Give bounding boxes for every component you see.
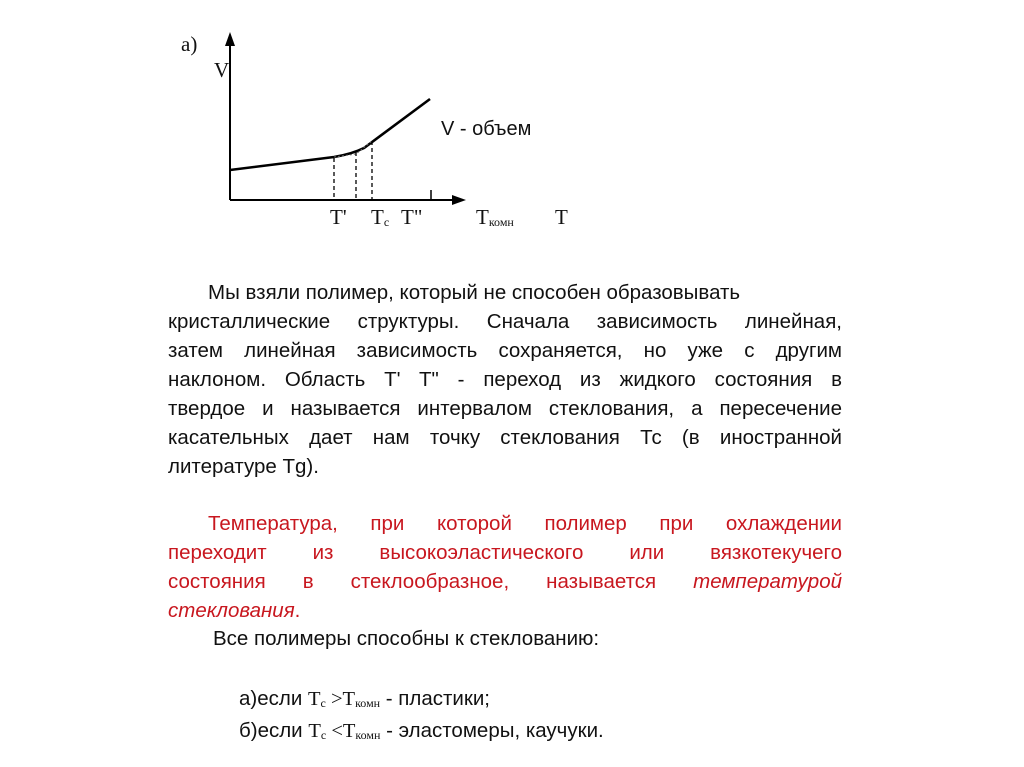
- panel-label: а): [181, 32, 198, 56]
- case-plastics: а)если $T_c >T_{комн}$ - пластики;: [239, 687, 490, 710]
- volume-curve: [230, 99, 430, 170]
- paragraph-line: твердое и называется интервалом стеклования, а пересечение: [168, 397, 842, 420]
- tick-label-t-prime: T': [330, 205, 347, 229]
- x-axis-label: T: [555, 205, 568, 229]
- paragraph-line: Мы взяли полимер, который не способен образовывать: [208, 281, 741, 304]
- definition-line: стеклования.: [168, 599, 301, 622]
- cases-list: [239, 683, 604, 747]
- definition-line: состояния в стеклообразное, называется температурой: [168, 570, 842, 593]
- definition-term: температурой: [693, 570, 842, 593]
- definition-line: переходит из высокоэластического или вязкотекучего: [168, 541, 842, 564]
- x-axis-arrow: [452, 195, 466, 205]
- paragraph-line: касательных дает нам точку стеклования Тс (в иностранной: [168, 426, 842, 449]
- tick-label-tc: $T_c$: [371, 205, 390, 229]
- curve-legend: V - объем: [441, 118, 532, 140]
- definition-term: стеклования: [168, 599, 295, 622]
- definition-line: Температура, при которой полимер при охлаждении: [208, 512, 842, 535]
- paragraph-line: наклоном. Область T' T" - переход из жидкого состояния в: [168, 368, 842, 391]
- paragraph-line: литературе Tg).: [168, 455, 319, 478]
- tick-label-t-room: $T_{комн}$: [476, 205, 514, 229]
- tick-label-t-double-prime: T": [401, 205, 423, 229]
- statement-text: Все полимеры способны к стеклованию:: [213, 627, 600, 650]
- y-axis-label: V: [214, 58, 230, 82]
- case-elastomers: б)если $T_c <T_{комн}$ - эластомеры, каучуки.: [239, 719, 604, 742]
- glass-transition-definition: [168, 509, 842, 625]
- paragraph-line: кристаллические структуры. Сначала зависимость линейная,: [168, 310, 842, 333]
- paragraph-line: затем линейная зависимость сохраняется, но уже с другим: [168, 339, 842, 362]
- explanation-paragraph: [168, 278, 842, 481]
- y-axis-arrow: [225, 32, 235, 46]
- tangent-extension: [334, 141, 372, 157]
